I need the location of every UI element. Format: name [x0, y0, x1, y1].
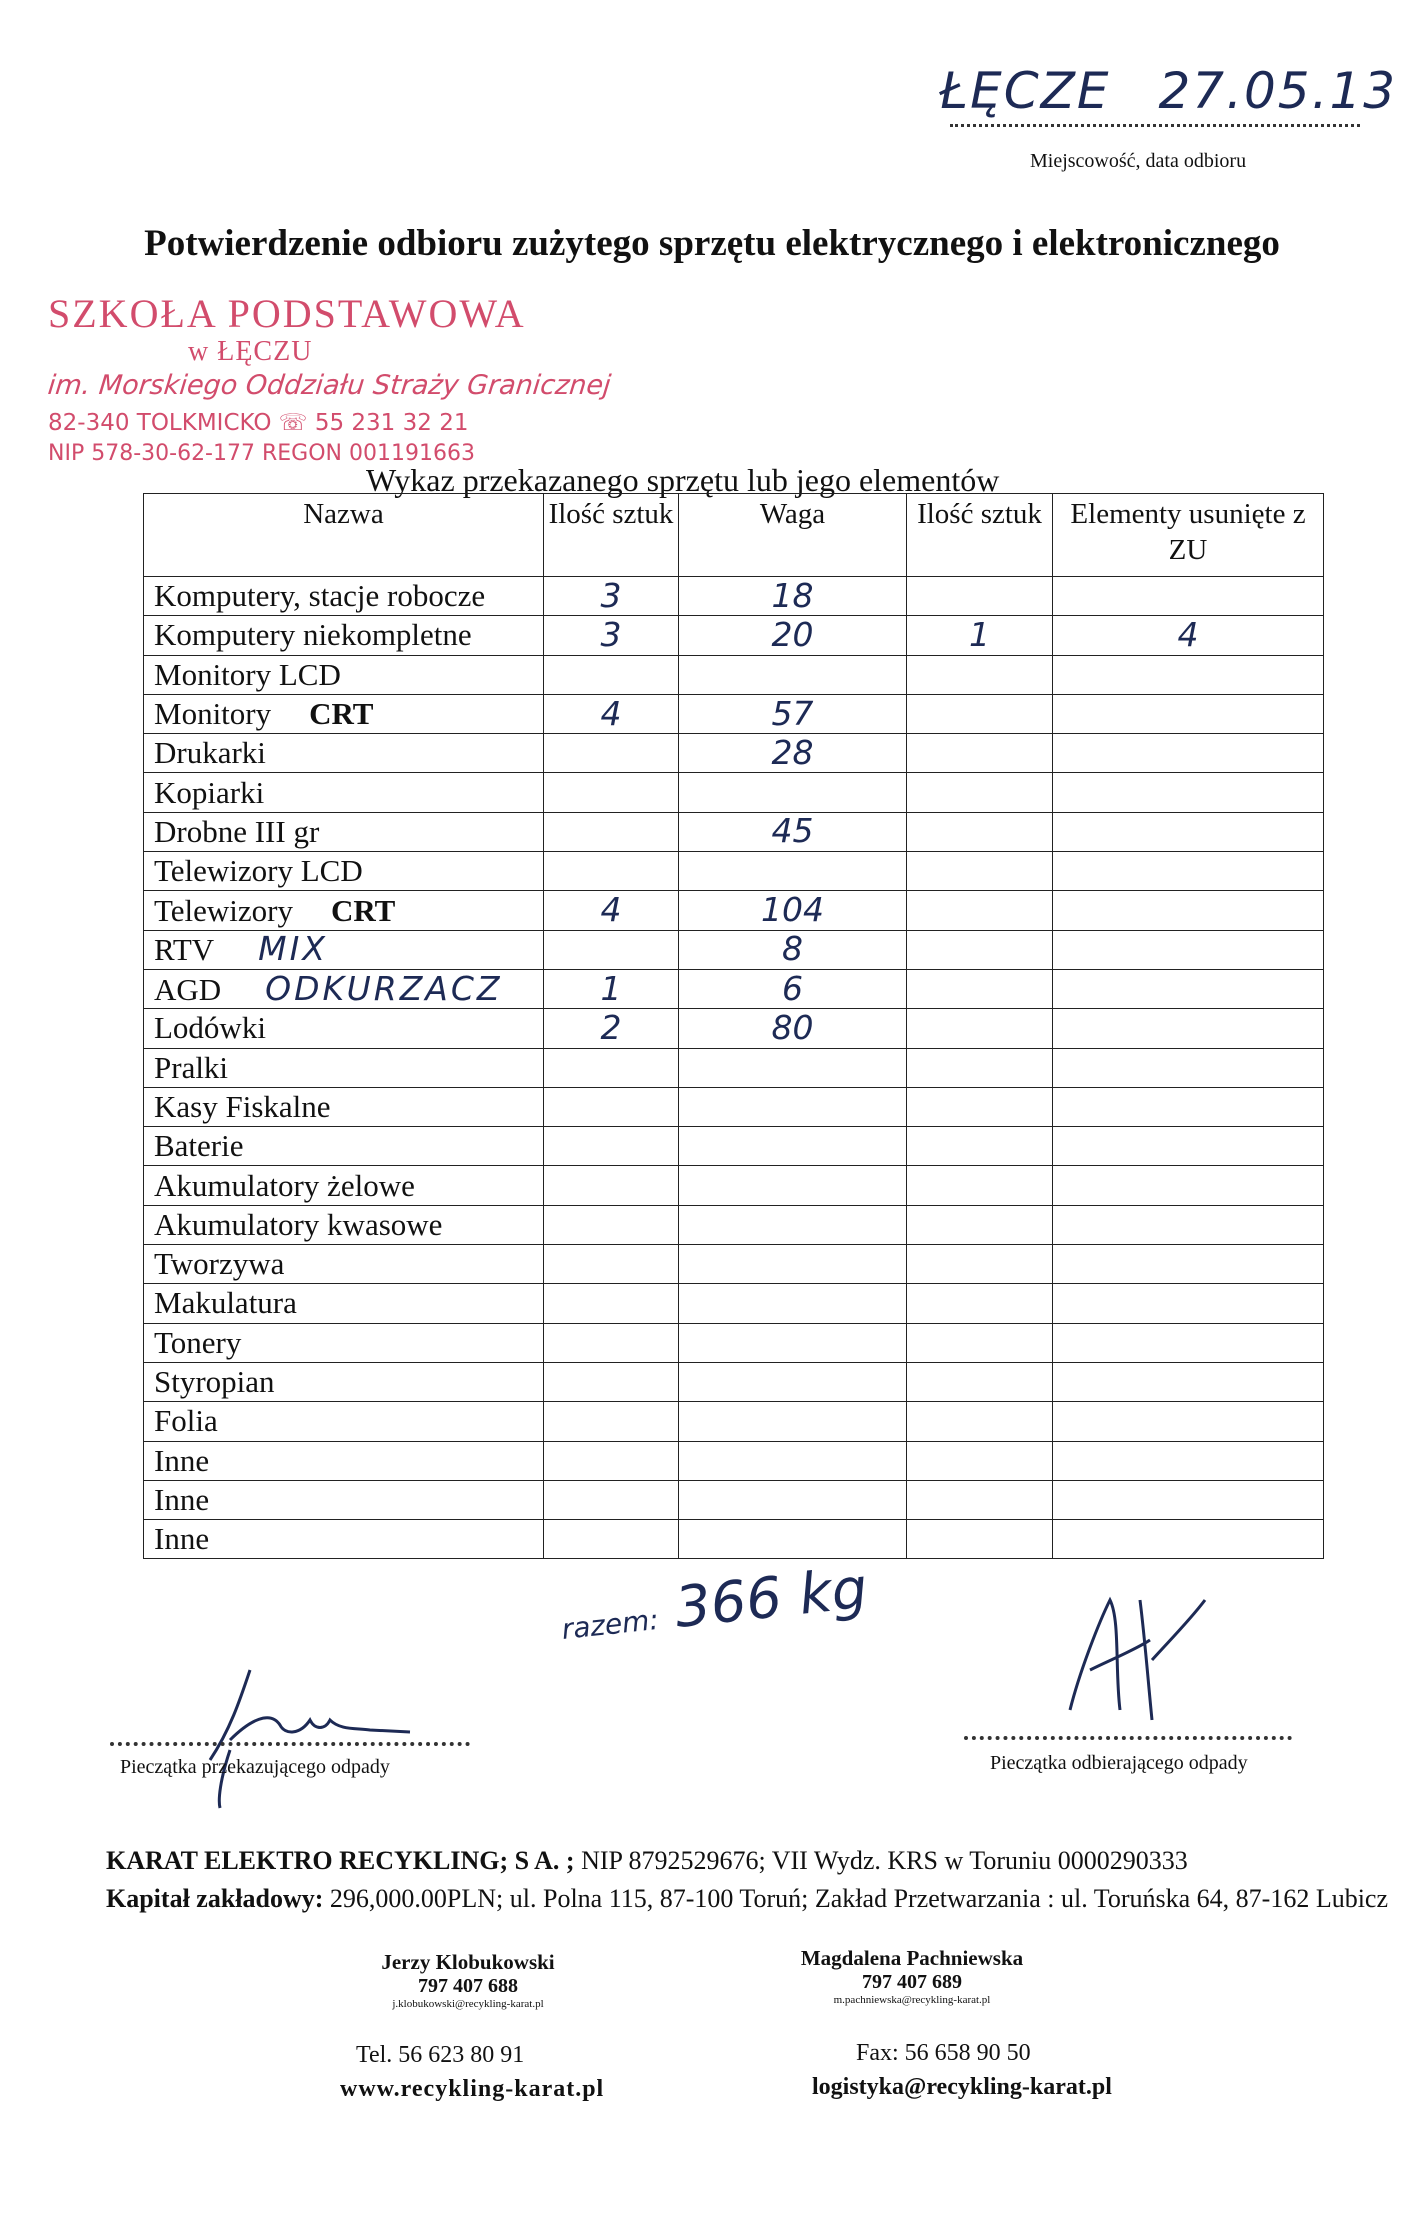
item-qty2-cell: [907, 812, 1053, 851]
item-name-cell: [144, 694, 544, 733]
item-weight-cell: [679, 1362, 907, 1401]
company-name: KARAT ELEKTRO RECYKLING; S A. ;: [106, 1846, 575, 1875]
item-weight-cell: [679, 1048, 907, 1087]
items-table: [143, 493, 1324, 1559]
footer-website-link[interactable]: www.recykling-karat.pl: [340, 2076, 605, 2102]
table-row: [144, 734, 1324, 773]
item-qty-cell: [544, 1362, 679, 1401]
item-qty-cell: [544, 852, 679, 891]
receiver-signature-icon: [1040, 1580, 1220, 1730]
item-name-cell: [144, 812, 544, 851]
item-removed-cell: [1053, 1323, 1324, 1362]
footer-email-link[interactable]: logistyka@recykling-karat.pl: [812, 2074, 1112, 2100]
table-row: [144, 1362, 1324, 1401]
item-weight: 45: [771, 811, 814, 851]
item-name: Drukarki: [154, 735, 266, 771]
item-qty-cell: [544, 1245, 679, 1284]
stamp-line-2: w ŁĘCZU: [188, 336, 313, 367]
table-row: [144, 1520, 1324, 1559]
item-qty: 2: [600, 1007, 622, 1047]
item-name: Tworzywa: [154, 1246, 285, 1282]
table-header-row: [144, 494, 1324, 577]
item-name: Styropian: [154, 1364, 275, 1400]
item-qty2-cell: [907, 616, 1053, 655]
item-name-cell: [144, 930, 544, 969]
item-removed-cell: [1053, 1166, 1324, 1205]
item-name-cell: [144, 655, 544, 694]
item-weight-cell: [679, 1520, 907, 1559]
item-name-cell: [144, 852, 544, 891]
item-weight-cell: [679, 734, 907, 773]
item-name-cell: [144, 1323, 544, 1362]
item-type-bold: CRT: [331, 892, 396, 928]
item-removed-cell: [1053, 1441, 1324, 1480]
date-value: 27.05.13: [1158, 62, 1398, 120]
item-qty2-cell: [907, 577, 1053, 616]
item-name: Inne: [154, 1521, 210, 1557]
item-qty2-cell: [907, 1048, 1053, 1087]
item-name: Inne: [154, 1442, 210, 1478]
total-value: 366 kg: [671, 1556, 871, 1641]
footer-fax: Fax: 56 658 90 50: [856, 2040, 1031, 2066]
table-row: [144, 1323, 1324, 1362]
sender-signature-icon: [190, 1650, 430, 1810]
item-qty2-cell: [907, 1362, 1053, 1401]
item-name-cell: [144, 1048, 544, 1087]
item-weight-cell: [679, 891, 907, 930]
item-qty2-cell: [907, 655, 1053, 694]
item-name-cell: [144, 616, 544, 655]
item-qty2-cell: [907, 891, 1053, 930]
item-weight: 104: [761, 890, 824, 930]
stamp-line-5: NIP 578-30-62-177 REGON 001191663: [48, 441, 475, 466]
item-name-cell: [144, 1245, 544, 1284]
table-row: [144, 1402, 1324, 1441]
item-name: Akumulatory kwasowe: [154, 1206, 443, 1242]
table-row: [144, 577, 1324, 616]
table-row: [144, 812, 1324, 851]
item-removed-cell: [1053, 1245, 1324, 1284]
item-name: Kopiarki: [154, 774, 265, 810]
item-qty2-cell: [907, 1127, 1053, 1166]
item-name-cell: [144, 1362, 544, 1401]
item-qty-cell: [544, 812, 679, 851]
contact-name: Jerzy Klobukowski: [381, 1950, 555, 1974]
item-qty-cell: [544, 891, 679, 930]
item-weight-cell: [679, 1127, 907, 1166]
item-weight-cell: [679, 1323, 907, 1362]
item-qty-cell: [544, 1087, 679, 1126]
table-row: [144, 1441, 1324, 1480]
item-qty: 3: [600, 614, 622, 654]
item-removed-cell: [1053, 1402, 1324, 1441]
item-name-cell: [144, 734, 544, 773]
item-qty-cell: [544, 1480, 679, 1519]
item-qty: 4: [600, 890, 622, 930]
item-weight-cell: [679, 1284, 907, 1323]
header-removed-elements: Elementy usunięte z ZU: [1053, 494, 1324, 577]
item-removed-cell: [1053, 773, 1324, 812]
item-name: Telewizory: [154, 892, 293, 928]
item-qty2-cell: [907, 852, 1053, 891]
item-weight-cell: [679, 1402, 907, 1441]
item-removed-cell: [1053, 1205, 1324, 1244]
item-name-cell: [144, 773, 544, 812]
item-name: Monitory LCD: [154, 656, 341, 692]
item-weight: 6: [782, 968, 803, 1008]
item-qty-cell: [544, 694, 679, 733]
stamp-line-3: im. Morskiego Oddziału Straży Granicznej: [46, 370, 613, 401]
item-removed-cell: [1053, 852, 1324, 891]
item-name-cell: [144, 1009, 544, 1048]
item-handwritten-note: ODKURZACZ: [265, 969, 503, 1008]
item-qty-cell: [544, 734, 679, 773]
item-qty2-cell: [907, 1323, 1053, 1362]
item-removed-cell: [1053, 734, 1324, 773]
total-weight-handwritten: [557, 1556, 870, 1653]
item-removed-cell: [1053, 694, 1324, 733]
item-qty-cell: [544, 1205, 679, 1244]
item-removed-cell: [1053, 616, 1324, 655]
date-caption: Miejscowość, data odbioru: [1030, 150, 1247, 172]
item-qty: 4: [600, 693, 622, 733]
item-qty-cell: [544, 1402, 679, 1441]
item-qty-cell: [544, 1284, 679, 1323]
company-registration: NIP 8792529676; VII Wydz. KRS w Toruniu 0000290333: [574, 1846, 1188, 1875]
item-name-cell: [144, 969, 544, 1008]
item-removed-cell: [1053, 1009, 1324, 1048]
item-name: RTV: [154, 932, 215, 968]
item-qty-cell: [544, 655, 679, 694]
stamp-line-4: 82-340 TOLKMICKO ☏ 55 231 32 21: [48, 410, 469, 436]
total-prefix: razem:: [560, 1602, 661, 1646]
item-weight-cell: [679, 969, 907, 1008]
item-name-cell: [144, 1284, 544, 1323]
item-weight-cell: [679, 930, 907, 969]
item-name-cell: [144, 1127, 544, 1166]
item-weight: 80: [771, 1007, 814, 1047]
item-name-cell: [144, 1480, 544, 1519]
item-name: Pralki: [154, 1049, 229, 1085]
item-qty2-cell: [907, 1402, 1053, 1441]
item-name: Komputery, stacje robocze: [154, 578, 486, 614]
item-weight: 57: [771, 693, 814, 733]
item-qty2-cell: [907, 1284, 1053, 1323]
receiver-stamp-line: [964, 1736, 1292, 1740]
item-qty-cell: [544, 577, 679, 616]
item-removed-cell: [1053, 930, 1324, 969]
table-row: [144, 1480, 1324, 1519]
item-removed-cell: [1053, 1362, 1324, 1401]
item-qty-cell: [544, 1323, 679, 1362]
table-row: [144, 1127, 1324, 1166]
date-dotted-line: [950, 124, 1360, 127]
item-weight-cell: [679, 1441, 907, 1480]
item-qty: 1: [600, 968, 622, 1008]
item-qty-cell: [544, 1441, 679, 1480]
table-row: [144, 891, 1324, 930]
item-qty-cell: [544, 1520, 679, 1559]
item-weight-cell: [679, 1245, 907, 1284]
item-removed-cell: [1053, 1127, 1324, 1166]
item-weight-cell: [679, 616, 907, 655]
item-weight-cell: [679, 852, 907, 891]
contact-name: Magdalena Pachniewska: [800, 1946, 1024, 1970]
item-qty-cell: [544, 1166, 679, 1205]
item-qty2-cell: [907, 1205, 1053, 1244]
item-name: Folia: [154, 1403, 218, 1439]
item-removed-cell: [1053, 1520, 1324, 1559]
capital-label: Kapitał zakładowy:: [106, 1884, 324, 1913]
contact-card-1: [308, 1950, 628, 2010]
item-weight: 18: [771, 575, 814, 615]
item-removed-cell: [1053, 1048, 1324, 1087]
item-weight: 20: [771, 614, 814, 654]
table-row: [144, 1009, 1324, 1048]
item-qty: 3: [600, 575, 622, 615]
table-row: [144, 1205, 1324, 1244]
item-name-cell: [144, 1402, 544, 1441]
item-name: Akumulatory żelowe: [154, 1167, 415, 1203]
item-removed-cell: [1053, 1087, 1324, 1126]
header-qty-2: Ilość sztuk: [907, 494, 1053, 577]
item-weight-cell: [679, 1166, 907, 1205]
item-qty2-cell: [907, 694, 1053, 733]
table-body: [144, 577, 1324, 1559]
item-qty-cell: [544, 616, 679, 655]
item-name-cell: [144, 1520, 544, 1559]
item-removed-cell: [1053, 1480, 1324, 1519]
item-weight-cell: [679, 1009, 907, 1048]
item-weight-cell: [679, 577, 907, 616]
stamp-line-1: SZKOŁA PODSTAWOWA: [48, 291, 526, 336]
document-title: Potwierdzenie odbioru zużytego sprzętu elektrycznego i elektronicznego: [144, 223, 1280, 264]
header-name: Nazwa: [144, 494, 544, 577]
item-removed: 4: [1177, 614, 1199, 654]
item-qty-cell: [544, 773, 679, 812]
header-qty: Ilość sztuk: [544, 494, 679, 577]
item-name-cell: [144, 1166, 544, 1205]
contact-card-2: [752, 1946, 1072, 2006]
sender-stamp-caption: Pieczątka przekazującego odpady: [120, 1756, 390, 1778]
table-row: [144, 1087, 1324, 1126]
item-qty2: 1: [969, 614, 990, 654]
item-qty2-cell: [907, 969, 1053, 1008]
item-removed-cell: [1053, 655, 1324, 694]
contact-email[interactable]: m.pachniewska@recykling-karat.pl: [833, 1994, 991, 2006]
item-name: Komputery niekompletne: [154, 617, 472, 653]
place-date-handwritten: [940, 62, 1397, 120]
item-weight-cell: [679, 655, 907, 694]
item-qty2-cell: [907, 1087, 1053, 1126]
item-name: Telewizory LCD: [154, 853, 363, 889]
table-row: [144, 1245, 1324, 1284]
item-removed-cell: [1053, 891, 1324, 930]
item-qty-cell: [544, 969, 679, 1008]
table-row: [144, 969, 1324, 1008]
item-removed-cell: [1053, 812, 1324, 851]
item-name-cell: [144, 1087, 544, 1126]
table-row: [144, 1166, 1324, 1205]
item-name-cell: [144, 1205, 544, 1244]
company-line-2: [106, 1884, 1388, 1914]
item-name: Makulatura: [154, 1285, 297, 1321]
item-name: Baterie: [154, 1128, 244, 1164]
receiver-stamp-caption: Pieczątka odbierającego odpady: [990, 1752, 1248, 1774]
item-removed-cell: [1053, 577, 1324, 616]
item-qty-cell: [544, 1048, 679, 1087]
item-name-cell: [144, 1441, 544, 1480]
item-qty2-cell: [907, 773, 1053, 812]
item-name: Drobne III gr: [154, 813, 320, 849]
item-qty2-cell: [907, 734, 1053, 773]
header-weight: Waga: [679, 494, 907, 577]
company-line-1: [106, 1846, 1188, 1876]
table-row: [144, 1048, 1324, 1087]
item-name: Kasy Fiskalne: [154, 1089, 331, 1124]
table-caption: Wykaz przekazanego sprzętu lub jego elementów: [366, 462, 1000, 498]
item-name: Monitory: [154, 696, 272, 732]
item-removed-cell: [1053, 1284, 1324, 1323]
company-address: 296,000.00PLN; ul. Polna 115, 87-100 Toruń; Zakład Przetwarzania : ul. Toruńska 64, 87-162 Lubicz: [323, 1884, 1389, 1913]
item-qty2-cell: [907, 1245, 1053, 1284]
item-qty2-cell: [907, 930, 1053, 969]
item-weight-cell: [679, 1480, 907, 1519]
item-qty2-cell: [907, 1009, 1053, 1048]
table-row: [144, 655, 1324, 694]
item-weight: 8: [782, 929, 803, 969]
item-weight-cell: [679, 1087, 907, 1126]
contact-phone: 797 407 689: [862, 1971, 962, 1993]
item-handwritten-note: MIX: [258, 930, 328, 969]
item-name: AGD: [154, 971, 222, 1007]
item-weight-cell: [679, 773, 907, 812]
item-qty-cell: [544, 930, 679, 969]
item-qty2-cell: [907, 1441, 1053, 1480]
table-row: [144, 930, 1324, 969]
item-name: Lodówki: [154, 1010, 266, 1046]
sender-stamp-line: [110, 1742, 470, 1746]
item-name: Tonery: [154, 1324, 242, 1360]
table-row: [144, 1284, 1324, 1323]
item-type-bold: CRT: [309, 696, 374, 732]
item-weight-cell: [679, 694, 907, 733]
item-weight-cell: [679, 1205, 907, 1244]
item-name-cell: [144, 891, 544, 930]
item-qty2-cell: [907, 1166, 1053, 1205]
table-row: [144, 852, 1324, 891]
item-qty-cell: [544, 1127, 679, 1166]
footer-phone: Tel. 56 623 80 91: [356, 2042, 525, 2068]
place-value: ŁĘCZE: [940, 62, 1111, 120]
item-weight-cell: [679, 812, 907, 851]
item-qty2-cell: [907, 1520, 1053, 1559]
item-removed-cell: [1053, 969, 1324, 1008]
table-row: [144, 616, 1324, 655]
contact-phone: 797 407 688: [418, 1975, 518, 1997]
item-weight: 28: [771, 732, 814, 772]
table-row: [144, 694, 1324, 733]
item-qty-cell: [544, 1009, 679, 1048]
item-name: Inne: [154, 1481, 210, 1517]
item-qty2-cell: [907, 1480, 1053, 1519]
item-name-cell: [144, 577, 544, 616]
contact-email[interactable]: j.klobukowski@recykling-karat.pl: [392, 1998, 544, 2010]
table-row: [144, 773, 1324, 812]
